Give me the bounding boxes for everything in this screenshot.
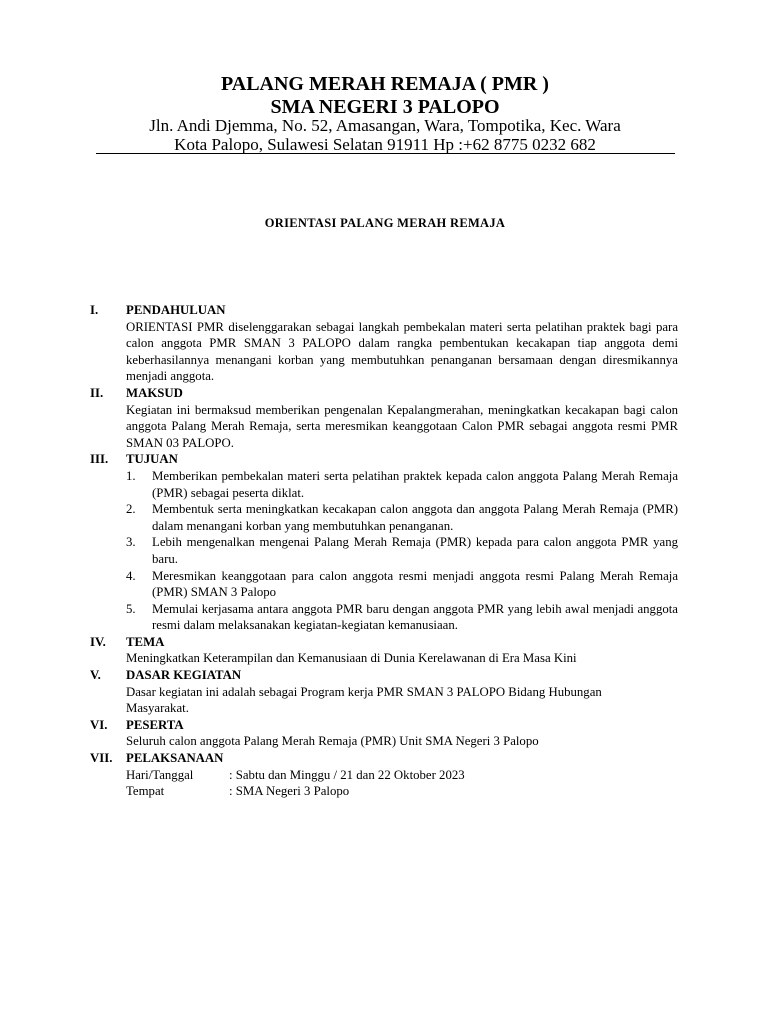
section-dasar-kegiatan xyxy=(90,667,678,717)
letterhead-divider xyxy=(96,153,675,154)
section-text: Kegiatan ini bermaksud memberikan pengenalan Kepalangmerahan, meningkatkan kecakapan bagi calon anggota Palang Merah Remaja, serta meresmikan keanggotaan Calon PMR sebagai anggota resmi PMR SMAN 03 PALOPO. xyxy=(126,402,678,450)
schedule-label: Tempat xyxy=(126,784,165,799)
letterhead-address-line1: Jln. Andi Djemma, No. 52, Amasangan, Wara, Tompotika, Kec. Wara xyxy=(149,116,621,135)
list-item-text: Memberikan pembekalan materi serta pelatihan praktek kepada calon anggota Palang Merah Remaja (PMR) sebagai peserta diklat. xyxy=(152,468,678,500)
document-title: ORIENTASI PALANG MERAH REMAJA xyxy=(264,216,506,230)
section-text: Meningkatkan Keterampilan dan Kemanusiaan di Dunia Kerelawanan di Era Masa Kini xyxy=(126,651,577,666)
list-item-number: 4. xyxy=(126,568,136,583)
schedule-table xyxy=(126,767,678,800)
section-pendahuluan xyxy=(90,302,678,385)
section-title: PENDAHULUAN xyxy=(126,303,226,317)
list-item xyxy=(126,501,678,534)
section-title: TEMA xyxy=(126,634,165,649)
list-item-number: 3. xyxy=(126,535,136,550)
letterhead-school: SMA NEGERI 3 PALOPO xyxy=(270,96,500,118)
list-item xyxy=(126,534,678,567)
section-number: VI. xyxy=(90,717,108,732)
section-title: TUJUAN xyxy=(126,452,178,467)
list-item xyxy=(126,468,678,501)
section-heading xyxy=(90,451,678,468)
schedule-row xyxy=(126,767,678,784)
section-number: III. xyxy=(90,452,109,467)
letterhead-title: PALANG MERAH REMAJA ( PMR ) xyxy=(221,73,549,95)
schedule-value: : SMA Negeri 3 Palopo xyxy=(229,784,350,799)
list-item-number: 1. xyxy=(126,468,136,483)
list-item-number: 5. xyxy=(126,601,136,616)
tujuan-list xyxy=(126,468,678,634)
document-body xyxy=(90,302,678,800)
section-title: DASAR KEGIATAN xyxy=(126,668,242,683)
section-heading xyxy=(90,634,678,651)
list-item-number: 2. xyxy=(126,502,136,517)
section-peserta xyxy=(90,717,678,750)
section-number: V. xyxy=(90,668,101,683)
section-heading xyxy=(90,385,678,402)
section-title: MAKSUD xyxy=(126,385,183,400)
section-tujuan xyxy=(90,451,678,634)
section-title: PELAKSANAAN xyxy=(126,751,224,766)
list-item-text: Meresmikan keanggotaan para calon anggota resmi menjadi anggota resmi Palang Merah Remaja (PMR) SMAN 3 Palopo xyxy=(152,568,678,600)
schedule-label: Hari/Tanggal xyxy=(126,767,194,782)
list-item xyxy=(126,568,678,601)
section-maksud xyxy=(90,385,678,451)
section-text: ORIENTASI PMR diselenggarakan sebagai langkah pembekalan materi serta pelatihan praktek bagi para calon anggota PMR SMAN 3 PALOPO dalam rangka pembentukan kecakapan tiap anggota demi keberhasilannya menangani korban yang membutuhkan penanganan bersamaan dengan diresmikannya menjadi anggota. xyxy=(126,319,678,384)
section-title: PESERTA xyxy=(126,717,184,732)
section-heading xyxy=(90,667,678,684)
section-number: VII. xyxy=(90,751,113,766)
section-number: I. xyxy=(90,303,99,317)
list-item-text: Memulai kerjasama antara anggota PMR baru dengan anggota PMR yang lebih awal menjadi anggota resmi dalam melaksanakan kegiatan-kegiatan kemanusiaan. xyxy=(152,601,678,633)
section-heading xyxy=(90,302,678,319)
list-item-text: Membentuk serta meningkatkan kecakapan calon anggota dan anggota Palang Merah Remaja (PMR) dalam menangani korban yang membutuhkan penanganan. xyxy=(152,502,678,533)
list-item xyxy=(126,601,678,634)
letterhead-address-line2: Kota Palopo, Sulawesi Selatan 91911 Hp :+62 8775 0232 682 xyxy=(174,135,596,154)
schedule-row xyxy=(126,783,678,800)
list-item-text: Lebih mengenalkan mengenai Palang Merah Remaja (PMR) kepada para calon anggota PMR yang baru. xyxy=(152,535,678,566)
section-number: II. xyxy=(90,385,104,400)
section-pelaksanaan xyxy=(90,750,678,800)
section-text: Dasar kegiatan ini adalah sebagai Program kerja PMR SMAN 3 PALOPO Bidang Hubungan Masyarakat. xyxy=(126,684,602,716)
section-tema xyxy=(90,634,678,667)
section-heading xyxy=(90,750,678,767)
section-text: Seluruh calon anggota Palang Merah Remaja (PMR) Unit SMA Negeri 3 Palopo xyxy=(126,734,539,749)
schedule-value: : Sabtu dan Minggu / 21 dan 22 Oktober 2023 xyxy=(229,767,465,782)
section-heading xyxy=(90,717,678,734)
section-number: IV. xyxy=(90,634,106,649)
